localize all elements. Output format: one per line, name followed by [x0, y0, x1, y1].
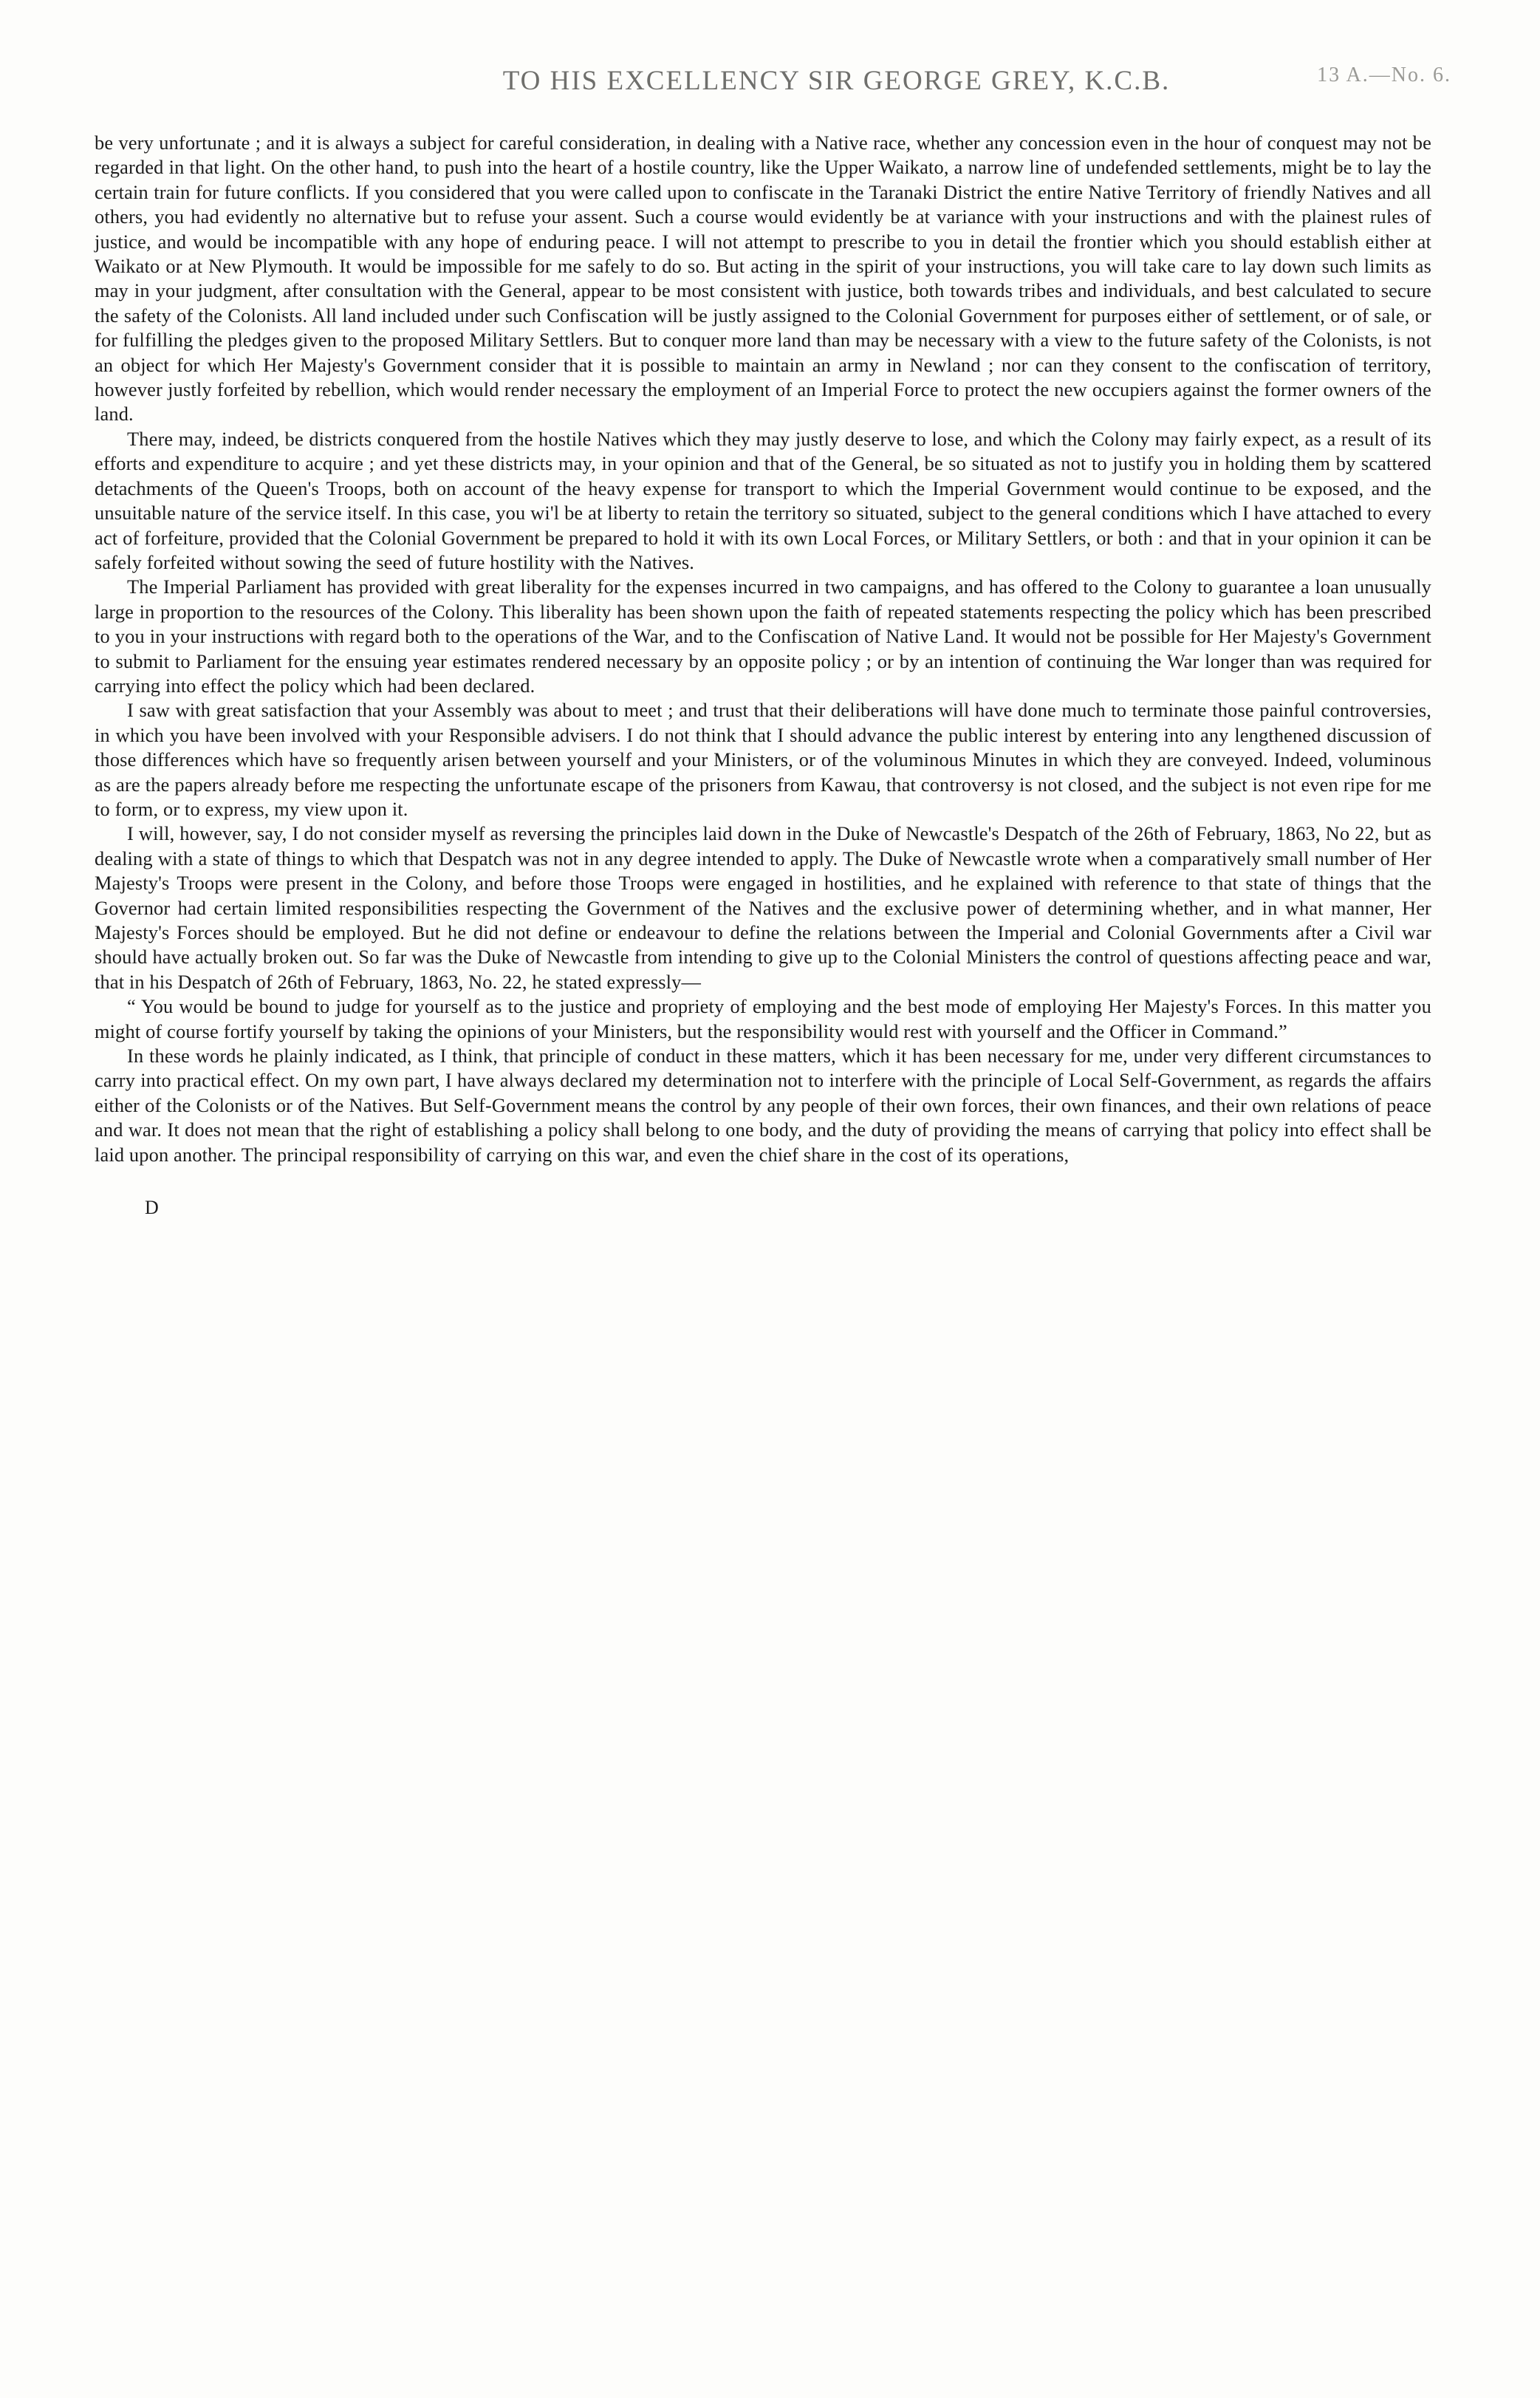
page-footer [0, 1197, 1540, 1263]
page-header [0, 0, 1540, 97]
paragraph-2: There may, indeed, be districts conquered from the hostile Natives which they may justly deserve to lose, and which the Colony may fairly expect, as a result of its efforts and expenditure to acquire ; and yet these districts may, in your opinion and that of the General, be so situated as not to justify you in holding them by scattered detachments of the Queen's Troops, both on account of the heavy expense for transport to which the Imperial Government would continue to be exposed, and the unsuitable nature of the service itself. In this case, you wi'l be at liberty to retain the territory so situated, subject to the general conditions which I have attached to every act of forfeiture, provided that the Colonial Government be prepared to hold it with its own Local Forces, or Military Settlers, or both : and that in your opinion it can be safely forfeited without sowing the seed of future hostility with the Natives. [95, 427, 1431, 573]
page-title: TO HIS EXCELLENCY SIR GEORGE GREY, K.C.B. [502, 66, 1171, 96]
paragraph-7: In these words he plainly indicated, as I think, that principle of conduct in these matters, which it has been necessary for me, under very different circumstances to carry into practical effect. On my own part, I have always declared my determination not to interfere with the principle of Local Self-Government, as regards the affairs either of the Colonists or of the Natives. But Self-Government means the control by any people of their own forces, their own finances, and their own relations of peace and war. It does not mean that the right of establishing a policy shall belong to one body, and the duty of providing the means of carrying that policy into effect shall be laid upon another. The principal responsibility of carrying on this war, and even the chief share in the cost of its operations, [95, 1045, 1431, 1166]
paragraph-1: be very unfortunate ; and it is always a subject for careful consideration, in dealing with a Native race, whether any concession even in the hour of conquest may not be regarded in that light. On the other hand, to push into the heart of a hostile country, like the Upper Waikato, a narrow line of undefended settlements, might be to lay the certain train for future conflicts. If you considered that you were called upon to confiscate in the Taranaki District the entire Native Territory of friendly Natives and all others, you had evidently no alternative but to refuse your assent. Such a course would evidently be at variance with your instructions and with the plainest rules of justice, and would be incompatible with any hope of enduring peace. I will not attempt to prescribe to you in detail the frontier which you should establish either at Waikato or at New Plymouth. It would be impossible for me safely to do so. But acting in the spirit of your instructions, you will take care to lay down such limits as may in your judgment, after consultation with the General, appear to be most consistent with justice, both towards tribes and individuals, and best calculated to secure the safety of the Colonists. All land included under such Confiscation will be justly assigned to the Colonial Government for purposes either of settlement, or of sale, or for fulfilling the pledges given to the proposed Military Settlers. But to conquer more land than may be necessary with a view to the future safety of the Colonists, is not an object for which Her Majesty's Government consider that it is possible to maintain an army in Newland ; nor can they consent to the confiscation of territory, however justly forfeited by rebellion, which would render necessary the employment of an Imperial Force to protect the new occupiers against the former owners of the land. [95, 131, 1431, 426]
document-body [95, 131, 1431, 1167]
paragraph-6-quotation: “ You would be bound to judge for yourself as to the justice and propriety of employing and the best mode of employing Her Majesty's Forces. In this matter you might of course fortify yourself by taking the opinions of your Ministers, but the responsibility would rest with yourself and the Officer in Command.” [95, 995, 1431, 1042]
paragraph-4: I saw with great satisfaction that your Assembly was about to meet ; and trust that their deliberations will have done much to terminate those painful controversies, in which you have been involved with your Responsible advisers. I do not think that I should advance the public interest by entering into any lengthened discussion of those differences which have so frequently arisen between yourself and your Ministers, or of the voluminous Minutes in which they are conveyed. Indeed, voluminous as are the papers already before me respecting the unfortunate escape of the prisoners from Kawau, that controversy is not closed, and the subject is not even ripe for me to form, or to express, my view upon it. [95, 699, 1431, 820]
signature-mark: D [145, 1197, 160, 1219]
paragraph-5: I will, however, say, I do not consider myself as reversing the principles laid down in the Duke of Newcastle's Despatch of the 26th of February, 1863, No 22, but as dealing with a state of things to which that Despatch was not in any degree intended to apply. The Duke of Newcastle wrote when a comparatively small number of Her Majesty's Troops were present in the Colony, and before those Troops were engaged in hostilities, and he explained with reference to that state of things that the Governor had certain limited responsibilities respecting the Government of the Natives and the exclusive power of determining whether, and in what manner, Her Majesty's Forces should be employed. But he did not define or endeavour to define the relations between the Imperial and Colonial Governments after a Civil war should have actually broken out. So far was the Duke of Newcastle from intending to give up to the Colonial Ministers the control of questions affecting peace and war, that in his Despatch of 26th of February, 1863, No. 22, he stated expressly— [95, 822, 1431, 993]
page-folio: 13 A.—No. 6. [1317, 64, 1451, 86]
paragraph-3: The Imperial Parliament has provided with great liberality for the expenses incurred in two campaigns, and has offered to the Colony to guarantee a loan unusually large in proportion to the resources of the Colony. This liberality has been shown upon the faith of repeated statements respecting the policy which has been prescribed to you in your instructions with regard both to the operations of the War, and to the Confiscation of Native Land. It would not be possible for Her Majesty's Government to submit to Parliament for the ensuing year estimates rendered necessary by an opposite policy ; or by an intention of continuing the War longer than was required for carrying into effect the policy which had been declared. [95, 575, 1431, 697]
